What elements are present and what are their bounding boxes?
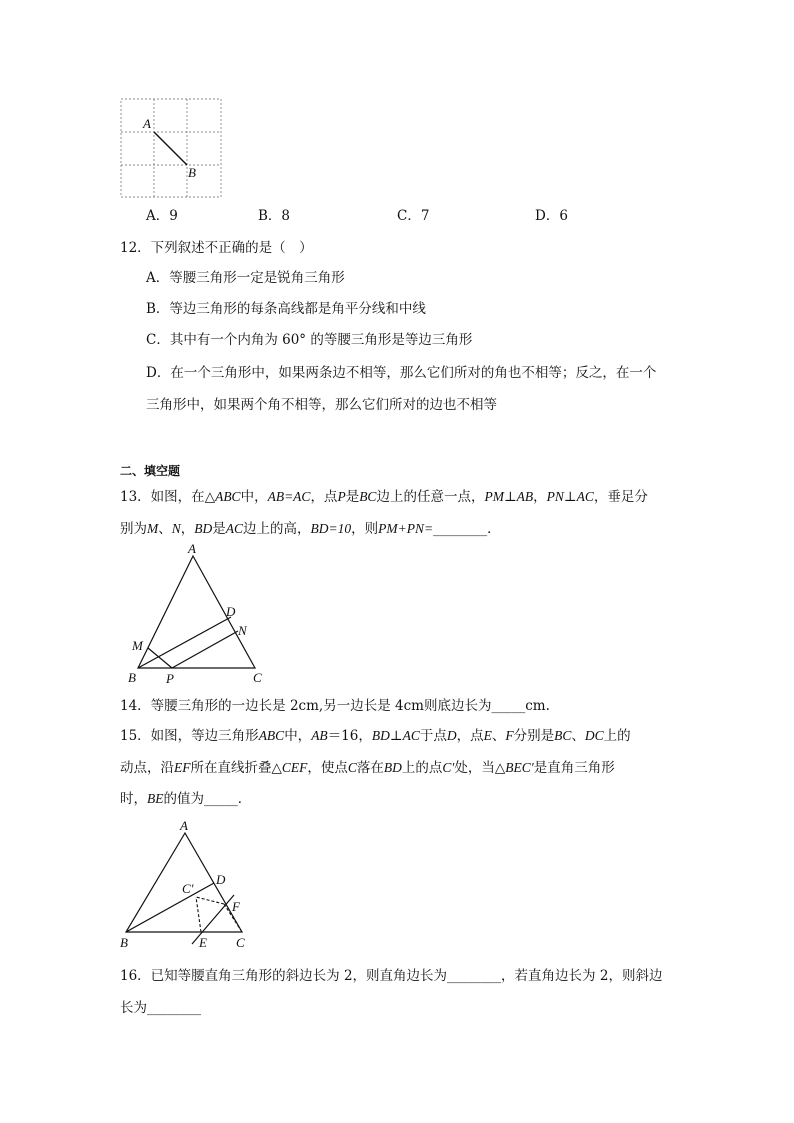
q13-label-p: P — [166, 671, 174, 686]
section-title-fill-blank: 二、填空题 — [120, 464, 181, 478]
q12-option-d: D．在一个三角形中，如果两条边不相等，那么它们所对的角也不相等；反之，在一个 — [146, 365, 657, 381]
q16-line1: 16．已知等腰直角三角形的斜边长为 2，则直角边长为________，若直角边长为 2，则斜边 — [120, 968, 663, 984]
q11-option-b: B．8 — [258, 208, 291, 224]
q15-label-f: F — [232, 899, 240, 914]
q15-line3: 时，BE的值为_____． — [120, 791, 252, 807]
q12-option-b: B．等边三角形的每条高线都是角平分线和中线 — [146, 301, 426, 317]
q16-line2: 长为________ — [120, 1000, 201, 1016]
q15-line1: 15．如图，等边三角形ABC中，AB＝16，BD⊥AC于点D，点E、F分别是BC、DC上的 — [120, 728, 631, 744]
segment-ec-prime — [196, 897, 201, 932]
q12-option-d-cont: 三角形中，如果两个角不相等，那么它们所对的边也不相等 — [146, 397, 497, 413]
q13-label-m: M — [132, 638, 143, 653]
q15-label-b: B — [120, 935, 128, 950]
q11-option-c: C．7 — [397, 208, 430, 224]
q15-label-e: E — [199, 935, 207, 950]
segment-bd — [126, 883, 214, 932]
q15-label-c-prime: C′ — [182, 881, 194, 896]
q11-label-a: A — [143, 116, 151, 131]
q13-line1: 13．如图，在△ABC中，AB=AC，点P是BC边上的任意一点，PM⊥AB，PN⊥AC，垂足分 — [120, 489, 648, 505]
q13-line2: 别为M、N，BD是AC边上的高，BD=10，则PM+PN=________． — [120, 521, 501, 537]
q15-label-a: A — [180, 818, 188, 833]
q13-label-c: C — [253, 670, 262, 685]
q15-label-c: C — [236, 935, 245, 950]
q12-option-c: C．其中有一个内角为 60° 的等腰三角形是等边三角形 — [146, 332, 473, 348]
q14-text: 14．等腰三角形的一边长是 2cm,另一边长是 4cm则底边长为_____cm. — [120, 698, 550, 714]
q13-label-n: N — [238, 623, 247, 638]
q15-line2: 动点，沿EF所在直线折叠△CEF，使点C落在BD上的点C′处，当△BEC′是直角三角形 — [120, 760, 615, 776]
segment-fc-prime — [196, 897, 224, 904]
q13-label-d: D — [226, 604, 236, 619]
q15-label-d: D — [216, 872, 226, 887]
q11-option-d: D．6 — [535, 208, 568, 224]
q12-option-a: A．等腰三角形一定是锐角三角形 — [146, 270, 345, 286]
q13-label-b: B — [128, 670, 136, 685]
q13-label-a: A — [188, 541, 196, 556]
q12-stem: 12．下列叙述不正确的是（ ） — [120, 240, 313, 256]
q11-option-a: A．9 — [146, 208, 178, 224]
q11-label-b: B — [188, 165, 196, 180]
